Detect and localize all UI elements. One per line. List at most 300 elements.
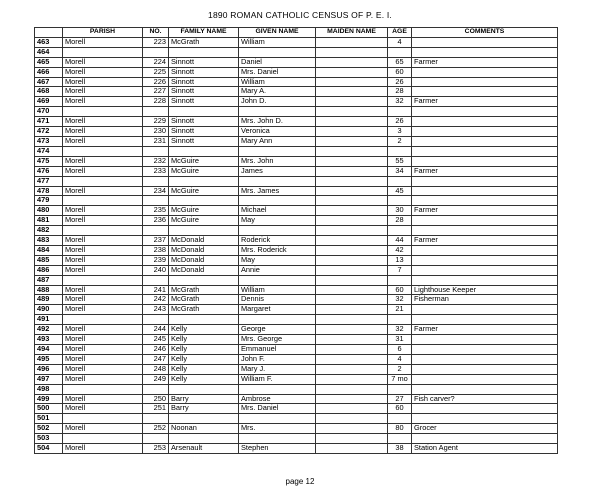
cell-age: 60 bbox=[388, 67, 412, 77]
cell-comments: Station Agent bbox=[412, 444, 558, 454]
cell-comments bbox=[412, 345, 558, 355]
cell-parish bbox=[63, 275, 143, 285]
cell-parish: Morell bbox=[63, 325, 143, 335]
header-row bbox=[35, 28, 558, 38]
cell-family-name: Arsenault bbox=[169, 444, 239, 454]
cell-age bbox=[388, 384, 412, 394]
cell-comments: Farmer bbox=[412, 57, 558, 67]
cell-comments bbox=[412, 136, 558, 146]
cell-given-name: George bbox=[239, 325, 316, 335]
table-row bbox=[35, 37, 558, 47]
cell-comments bbox=[412, 384, 558, 394]
cell-family-name: Sinnott bbox=[169, 136, 239, 146]
cell-family-name: McGuire bbox=[169, 166, 239, 176]
cell-given-name: Margaret bbox=[239, 305, 316, 315]
cell-record: 482 bbox=[35, 226, 63, 236]
table-row bbox=[35, 226, 558, 236]
cell-record: 489 bbox=[35, 295, 63, 305]
cell-family-name: McGrath bbox=[169, 305, 239, 315]
cell-maiden-name bbox=[316, 275, 388, 285]
cell-no: 241 bbox=[143, 285, 169, 295]
cell-parish: Morell bbox=[63, 156, 143, 166]
cell-record: 466 bbox=[35, 67, 63, 77]
table-row bbox=[35, 295, 558, 305]
cell-given-name: Mrs. Daniel bbox=[239, 404, 316, 414]
cell-record: 502 bbox=[35, 424, 63, 434]
table-row bbox=[35, 136, 558, 146]
cell-age bbox=[388, 196, 412, 206]
cell-no: 245 bbox=[143, 335, 169, 345]
cell-comments bbox=[412, 117, 558, 127]
table-row bbox=[35, 444, 558, 454]
cell-family-name: McDonald bbox=[169, 236, 239, 246]
cell-family-name: Kelly bbox=[169, 345, 239, 355]
cell-age bbox=[388, 107, 412, 117]
cell-age: 45 bbox=[388, 186, 412, 196]
cell-family-name: Kelly bbox=[169, 364, 239, 374]
cell-age bbox=[388, 47, 412, 57]
cell-given-name: Mary A. bbox=[239, 87, 316, 97]
cell-maiden-name bbox=[316, 265, 388, 275]
cell-family-name bbox=[169, 275, 239, 285]
cell-given-name: Dennis bbox=[239, 295, 316, 305]
cell-maiden-name bbox=[316, 107, 388, 117]
cell-parish bbox=[63, 226, 143, 236]
cell-parish: Morell bbox=[63, 127, 143, 137]
cell-no: 235 bbox=[143, 206, 169, 216]
table-row bbox=[35, 67, 558, 77]
cell-maiden-name bbox=[316, 305, 388, 315]
cell-no: 227 bbox=[143, 87, 169, 97]
cell-family-name: McDonald bbox=[169, 245, 239, 255]
cell-no bbox=[143, 107, 169, 117]
cell-comments: Farmer bbox=[412, 236, 558, 246]
cell-age: 80 bbox=[388, 424, 412, 434]
table-row bbox=[35, 206, 558, 216]
cell-maiden-name bbox=[316, 364, 388, 374]
cell-family-name: McGrath bbox=[169, 285, 239, 295]
cell-given-name bbox=[239, 107, 316, 117]
cell-parish: Morell bbox=[63, 186, 143, 196]
cell-given-name: Stephen bbox=[239, 444, 316, 454]
cell-family-name bbox=[169, 226, 239, 236]
cell-parish bbox=[63, 315, 143, 325]
cell-parish: Morell bbox=[63, 305, 143, 315]
cell-comments bbox=[412, 404, 558, 414]
census-table bbox=[34, 27, 558, 454]
cell-given-name bbox=[239, 196, 316, 206]
cell-parish: Morell bbox=[63, 394, 143, 404]
cell-given-name: William bbox=[239, 37, 316, 47]
cell-record: 472 bbox=[35, 127, 63, 137]
cell-age: 55 bbox=[388, 156, 412, 166]
cell-age: 34 bbox=[388, 166, 412, 176]
table-row bbox=[35, 414, 558, 424]
cell-no: 231 bbox=[143, 136, 169, 146]
cell-comments: Farmer bbox=[412, 325, 558, 335]
cell-no: 239 bbox=[143, 255, 169, 265]
cell-comments bbox=[412, 127, 558, 137]
cell-given-name bbox=[239, 146, 316, 156]
cell-parish: Morell bbox=[63, 354, 143, 364]
cell-age: 26 bbox=[388, 77, 412, 87]
cell-comments bbox=[412, 364, 558, 374]
cell-family-name: Barry bbox=[169, 404, 239, 414]
table-row bbox=[35, 146, 558, 156]
cell-age: 30 bbox=[388, 206, 412, 216]
cell-parish: Morell bbox=[63, 117, 143, 127]
cell-given-name bbox=[239, 47, 316, 57]
cell-given-name: Mrs. John bbox=[239, 156, 316, 166]
cell-age bbox=[388, 226, 412, 236]
cell-age: 44 bbox=[388, 236, 412, 246]
cell-no bbox=[143, 226, 169, 236]
cell-comments bbox=[412, 374, 558, 384]
document-title: 1890 ROMAN CATHOLIC CENSUS OF P. E. I. bbox=[208, 10, 392, 20]
cell-given-name bbox=[239, 384, 316, 394]
cell-record: 468 bbox=[35, 87, 63, 97]
cell-maiden-name bbox=[316, 97, 388, 107]
cell-maiden-name bbox=[316, 444, 388, 454]
cell-record: 465 bbox=[35, 57, 63, 67]
cell-record: 483 bbox=[35, 236, 63, 246]
cell-maiden-name bbox=[316, 285, 388, 295]
cell-given-name: Mrs. George bbox=[239, 335, 316, 345]
cell-maiden-name bbox=[316, 384, 388, 394]
cell-age: 31 bbox=[388, 335, 412, 345]
table-row bbox=[35, 97, 558, 107]
table-row bbox=[35, 434, 558, 444]
cell-family-name: Kelly bbox=[169, 354, 239, 364]
cell-age: 7 bbox=[388, 265, 412, 275]
cell-no: 238 bbox=[143, 245, 169, 255]
cell-age: 28 bbox=[388, 87, 412, 97]
cell-record: 464 bbox=[35, 47, 63, 57]
header-parish: PARISH bbox=[63, 28, 143, 38]
cell-family-name: McGuire bbox=[169, 216, 239, 226]
cell-parish: Morell bbox=[63, 444, 143, 454]
cell-record: 476 bbox=[35, 166, 63, 176]
cell-comments bbox=[412, 87, 558, 97]
table-row bbox=[35, 47, 558, 57]
cell-given-name: William bbox=[239, 285, 316, 295]
cell-maiden-name bbox=[316, 245, 388, 255]
table-row bbox=[35, 275, 558, 285]
cell-family-name: Barry bbox=[169, 394, 239, 404]
cell-no: 223 bbox=[143, 37, 169, 47]
cell-comments bbox=[412, 245, 558, 255]
cell-no: 237 bbox=[143, 236, 169, 246]
cell-record: 496 bbox=[35, 364, 63, 374]
cell-comments bbox=[412, 354, 558, 364]
cell-comments bbox=[412, 196, 558, 206]
table-row bbox=[35, 305, 558, 315]
table-row bbox=[35, 77, 558, 87]
cell-family-name: Sinnott bbox=[169, 57, 239, 67]
table-row bbox=[35, 87, 558, 97]
table-row bbox=[35, 315, 558, 325]
cell-record: 493 bbox=[35, 335, 63, 345]
cell-maiden-name bbox=[316, 136, 388, 146]
cell-maiden-name bbox=[316, 354, 388, 364]
cell-parish: Morell bbox=[63, 87, 143, 97]
cell-comments bbox=[412, 216, 558, 226]
table-row bbox=[35, 127, 558, 137]
cell-given-name: Daniel bbox=[239, 57, 316, 67]
cell-maiden-name bbox=[316, 186, 388, 196]
cell-parish: Morell bbox=[63, 136, 143, 146]
cell-age: 6 bbox=[388, 345, 412, 355]
cell-parish: Morell bbox=[63, 265, 143, 275]
cell-given-name: Mrs. bbox=[239, 424, 316, 434]
cell-no: 253 bbox=[143, 444, 169, 454]
cell-record: 469 bbox=[35, 97, 63, 107]
cell-age: 3 bbox=[388, 127, 412, 137]
table-row bbox=[35, 424, 558, 434]
cell-age bbox=[388, 315, 412, 325]
cell-record: 471 bbox=[35, 117, 63, 127]
header-family-name: FAMILY NAME bbox=[169, 28, 239, 38]
cell-no: 242 bbox=[143, 295, 169, 305]
cell-age: 32 bbox=[388, 325, 412, 335]
cell-family-name: Kelly bbox=[169, 325, 239, 335]
cell-parish: Morell bbox=[63, 166, 143, 176]
cell-record: 497 bbox=[35, 374, 63, 384]
cell-maiden-name bbox=[316, 127, 388, 137]
cell-family-name: Sinnott bbox=[169, 77, 239, 87]
cell-given-name: John F. bbox=[239, 354, 316, 364]
cell-parish: Morell bbox=[63, 245, 143, 255]
table-row bbox=[35, 354, 558, 364]
cell-given-name: May bbox=[239, 255, 316, 265]
cell-no: 224 bbox=[143, 57, 169, 67]
cell-comments bbox=[412, 156, 558, 166]
header-given-name: GIVEN NAME bbox=[239, 28, 316, 38]
table-row bbox=[35, 364, 558, 374]
cell-given-name bbox=[239, 275, 316, 285]
cell-no bbox=[143, 275, 169, 285]
cell-record: 490 bbox=[35, 305, 63, 315]
cell-parish bbox=[63, 196, 143, 206]
cell-parish bbox=[63, 434, 143, 444]
cell-no bbox=[143, 176, 169, 186]
cell-record: 481 bbox=[35, 216, 63, 226]
cell-maiden-name bbox=[316, 404, 388, 414]
cell-maiden-name bbox=[316, 166, 388, 176]
cell-comments bbox=[412, 434, 558, 444]
cell-record: 488 bbox=[35, 285, 63, 295]
cell-record: 470 bbox=[35, 107, 63, 117]
cell-no bbox=[143, 384, 169, 394]
table-row bbox=[35, 186, 558, 196]
cell-no: 243 bbox=[143, 305, 169, 315]
cell-family-name bbox=[169, 315, 239, 325]
cell-no: 246 bbox=[143, 345, 169, 355]
cell-given-name: Roderick bbox=[239, 236, 316, 246]
cell-parish: Morell bbox=[63, 285, 143, 295]
cell-no: 240 bbox=[143, 265, 169, 275]
cell-maiden-name bbox=[316, 206, 388, 216]
cell-given-name: Veronica bbox=[239, 127, 316, 137]
cell-family-name bbox=[169, 414, 239, 424]
cell-parish: Morell bbox=[63, 424, 143, 434]
cell-given-name: Mrs. Roderick bbox=[239, 245, 316, 255]
cell-age: 28 bbox=[388, 216, 412, 226]
cell-family-name: McGuire bbox=[169, 156, 239, 166]
cell-given-name: William bbox=[239, 77, 316, 87]
cell-no: 248 bbox=[143, 364, 169, 374]
cell-age: 26 bbox=[388, 117, 412, 127]
cell-maiden-name bbox=[316, 325, 388, 335]
cell-maiden-name bbox=[316, 295, 388, 305]
cell-no bbox=[143, 414, 169, 424]
cell-given-name: Annie bbox=[239, 265, 316, 275]
cell-maiden-name bbox=[316, 236, 388, 246]
table-row bbox=[35, 335, 558, 345]
header-comments: COMMENTS bbox=[412, 28, 558, 38]
cell-age: 7 mo bbox=[388, 374, 412, 384]
cell-no: 225 bbox=[143, 67, 169, 77]
cell-age: 27 bbox=[388, 394, 412, 404]
cell-comments: Fisherman bbox=[412, 295, 558, 305]
cell-given-name bbox=[239, 315, 316, 325]
table-row bbox=[35, 196, 558, 206]
cell-maiden-name bbox=[316, 424, 388, 434]
cell-parish bbox=[63, 384, 143, 394]
cell-comments bbox=[412, 305, 558, 315]
cell-comments: Farmer bbox=[412, 97, 558, 107]
cell-family-name bbox=[169, 196, 239, 206]
cell-record: 504 bbox=[35, 444, 63, 454]
cell-given-name: William F. bbox=[239, 374, 316, 384]
cell-given-name: May bbox=[239, 216, 316, 226]
table-row bbox=[35, 325, 558, 335]
cell-given-name: John D. bbox=[239, 97, 316, 107]
cell-age: 42 bbox=[388, 245, 412, 255]
cell-family-name: McGuire bbox=[169, 186, 239, 196]
cell-record: 495 bbox=[35, 354, 63, 364]
cell-maiden-name bbox=[316, 434, 388, 444]
cell-no: 226 bbox=[143, 77, 169, 87]
cell-given-name: Emmanuel bbox=[239, 345, 316, 355]
cell-given-name: Mrs. Daniel bbox=[239, 67, 316, 77]
cell-age: 4 bbox=[388, 37, 412, 47]
cell-given-name: Mary J. bbox=[239, 364, 316, 374]
cell-family-name: Sinnott bbox=[169, 117, 239, 127]
header-age: AGE bbox=[388, 28, 412, 38]
cell-family-name bbox=[169, 176, 239, 186]
table-row bbox=[35, 345, 558, 355]
cell-age: 2 bbox=[388, 364, 412, 374]
cell-no: 230 bbox=[143, 127, 169, 137]
cell-record: 463 bbox=[35, 37, 63, 47]
table-row bbox=[35, 236, 558, 246]
cell-given-name bbox=[239, 414, 316, 424]
cell-comments bbox=[412, 335, 558, 345]
cell-record: 478 bbox=[35, 186, 63, 196]
cell-given-name: Mrs. John D. bbox=[239, 117, 316, 127]
cell-maiden-name bbox=[316, 67, 388, 77]
cell-comments: Lighthouse Keeper bbox=[412, 285, 558, 295]
cell-no: 251 bbox=[143, 404, 169, 414]
cell-record: 480 bbox=[35, 206, 63, 216]
cell-given-name: James bbox=[239, 166, 316, 176]
cell-comments bbox=[412, 37, 558, 47]
cell-family-name: McGrath bbox=[169, 37, 239, 47]
cell-record: 487 bbox=[35, 275, 63, 285]
cell-parish bbox=[63, 414, 143, 424]
cell-family-name: McDonald bbox=[169, 265, 239, 275]
cell-maiden-name bbox=[316, 216, 388, 226]
cell-comments bbox=[412, 226, 558, 236]
cell-given-name: Mrs. James bbox=[239, 186, 316, 196]
cell-parish: Morell bbox=[63, 216, 143, 226]
cell-no: 233 bbox=[143, 166, 169, 176]
cell-maiden-name bbox=[316, 255, 388, 265]
cell-record: 503 bbox=[35, 434, 63, 444]
cell-parish: Morell bbox=[63, 77, 143, 87]
cell-maiden-name bbox=[316, 77, 388, 87]
cell-no bbox=[143, 434, 169, 444]
cell-age bbox=[388, 176, 412, 186]
cell-age bbox=[388, 146, 412, 156]
header-maiden-name: MAIDEN NAME bbox=[316, 28, 388, 38]
cell-no: 250 bbox=[143, 394, 169, 404]
cell-parish: Morell bbox=[63, 37, 143, 47]
cell-no: 229 bbox=[143, 117, 169, 127]
cell-maiden-name bbox=[316, 156, 388, 166]
cell-family-name bbox=[169, 107, 239, 117]
table-row bbox=[35, 245, 558, 255]
cell-maiden-name bbox=[316, 37, 388, 47]
cell-parish: Morell bbox=[63, 404, 143, 414]
cell-comments bbox=[412, 107, 558, 117]
cell-record: 473 bbox=[35, 136, 63, 146]
cell-record: 467 bbox=[35, 77, 63, 87]
cell-parish: Morell bbox=[63, 335, 143, 345]
table-row bbox=[35, 216, 558, 226]
cell-record: 485 bbox=[35, 255, 63, 265]
cell-family-name: McDonald bbox=[169, 255, 239, 265]
table-row bbox=[35, 255, 558, 265]
cell-record: 498 bbox=[35, 384, 63, 394]
cell-age: 65 bbox=[388, 57, 412, 67]
cell-record: 474 bbox=[35, 146, 63, 156]
cell-age: 60 bbox=[388, 404, 412, 414]
cell-given-name bbox=[239, 176, 316, 186]
cell-parish: Morell bbox=[63, 97, 143, 107]
table-row bbox=[35, 265, 558, 275]
cell-given-name: Ambrose bbox=[239, 394, 316, 404]
cell-parish: Morell bbox=[63, 57, 143, 67]
table-row bbox=[35, 176, 558, 186]
cell-maiden-name bbox=[316, 315, 388, 325]
cell-record: 492 bbox=[35, 325, 63, 335]
cell-maiden-name bbox=[316, 57, 388, 67]
cell-comments bbox=[412, 146, 558, 156]
table-row bbox=[35, 156, 558, 166]
table-row bbox=[35, 384, 558, 394]
cell-maiden-name bbox=[316, 345, 388, 355]
cell-maiden-name bbox=[316, 226, 388, 236]
cell-maiden-name bbox=[316, 176, 388, 186]
cell-family-name: Noonan bbox=[169, 424, 239, 434]
cell-age: 2 bbox=[388, 136, 412, 146]
cell-record: 491 bbox=[35, 315, 63, 325]
cell-age bbox=[388, 414, 412, 424]
cell-parish bbox=[63, 107, 143, 117]
cell-maiden-name bbox=[316, 394, 388, 404]
